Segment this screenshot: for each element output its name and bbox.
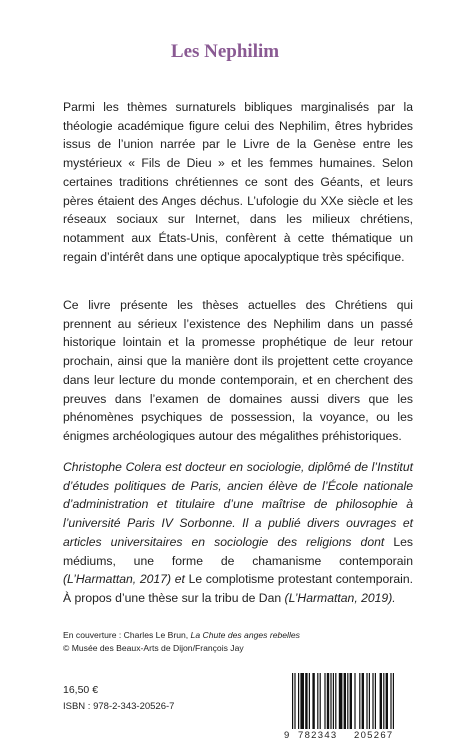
barcode-bar [354, 673, 355, 729]
barcode-group-2: 205267 [354, 730, 394, 741]
barcode-bar [333, 673, 334, 729]
credits-copyright: © Musée des Beaux-Arts de Dijon/François Jay [63, 643, 244, 653]
barcode-bar [305, 673, 307, 729]
isbn: ISBN : 978-2-343-20526-7 [63, 701, 175, 712]
barcode-bar [344, 673, 346, 729]
book-title: Les Nephilim [170, 41, 280, 62]
barcode-bar [375, 673, 376, 729]
barcode-bar [369, 673, 370, 729]
barcode [284, 673, 414, 741]
barcode-bar [362, 673, 364, 729]
barcode-bar [339, 673, 343, 729]
barcode-bar [393, 673, 394, 729]
barcode-group-1: 782343 [298, 730, 338, 741]
publisher-ref-2: (L’Harmattan, 2019). [284, 590, 396, 605]
cover-credits [63, 629, 413, 655]
barcode-bar [335, 673, 336, 729]
credits-prefix: En couverture : Charles Le Brun, [63, 630, 191, 640]
publisher-ref-1: (L’Harmattan, 2017) [63, 572, 172, 587]
barcode-bar [317, 673, 318, 729]
barcode-bar [294, 673, 295, 729]
barcode-bar [383, 673, 384, 729]
barcode-bar [386, 673, 388, 729]
price: 16,50 € [63, 684, 99, 696]
book-ref-2: Le complotisme protestant contemporain. À propos d’une thèse sur la tribu de Dan [63, 572, 413, 605]
author-bio-paragraph [63, 458, 413, 608]
author-bio-text: Christophe Colera est docteur en sociologie, diplômé de l’Institut d’études politiques de Paris, ancien élève de l’École nationale d’administration et titulaire d’une maîtrise de philosophie à l’université Paris IV Sorbonne. Il a publié divers ouvrages et articles universitaires en sociologie des religions dont [63, 460, 413, 549]
book-ref-1: Les médiums, une forme de chamanisme contemporain [63, 534, 413, 568]
barcode-bar [347, 673, 348, 729]
barcode-digit-first: 9 [284, 730, 291, 741]
barcode-bar [330, 673, 331, 729]
barcode-bar [350, 673, 352, 729]
conjunction: et [174, 572, 185, 587]
credits-work: La Chute des anges rebelles [190, 630, 300, 640]
barcode-bar [359, 673, 360, 729]
barcode-bar [390, 673, 391, 729]
synopsis-paragraph-2: Ce livre présente les thèses actuelles des Chrétiens qui prennent au sérieux l’existence des Nephilim dans un passé historique lointain et la promesse prophétique de leur retour prochain, ainsi que la manière dont ils projettent cette croyance dans leur lecture du monde contemporain, et en cherchent des preuves dans l’examen de domaines aussi divers que les phénomènes psychiques de possession, la voyance, ou les énigmes archéologiques autour des mégalithes préhistoriques. [63, 298, 413, 443]
barcode-bar [300, 673, 304, 729]
barcode-bar [292, 673, 293, 729]
barcode-bar [380, 673, 382, 729]
barcode-bar [312, 673, 314, 729]
barcode-bar [309, 673, 310, 729]
barcode-bar [366, 673, 367, 729]
barcode-bar [327, 673, 329, 729]
barcode-bars [292, 673, 410, 729]
barcode-bar [320, 673, 321, 729]
synopsis-paragraph-1: Parmi les thèmes surnaturels bibliques marginalisés par la théologie académique figure celui des Nephilim, êtres hybrides issus de l’union narrée par le Livre de la Genèse entre les mystérieux « Fils de Dieu » et les femmes humaines. Selon certaines traditions chrétiennes ce sont des Géants, et leurs pères étaient des Anges déchus. L’ufologie du XXe siècle et les réseaux sociaux sur Internet, dans les milieux chrétiens, notamment aux États-Unis, confèrent à cette thématique un regain d’intérêt dans une optique apocalyptique très spécifique. [63, 100, 413, 264]
barcode-bar [372, 673, 373, 729]
barcode-bar [324, 673, 325, 729]
barcode-bar [298, 673, 299, 729]
